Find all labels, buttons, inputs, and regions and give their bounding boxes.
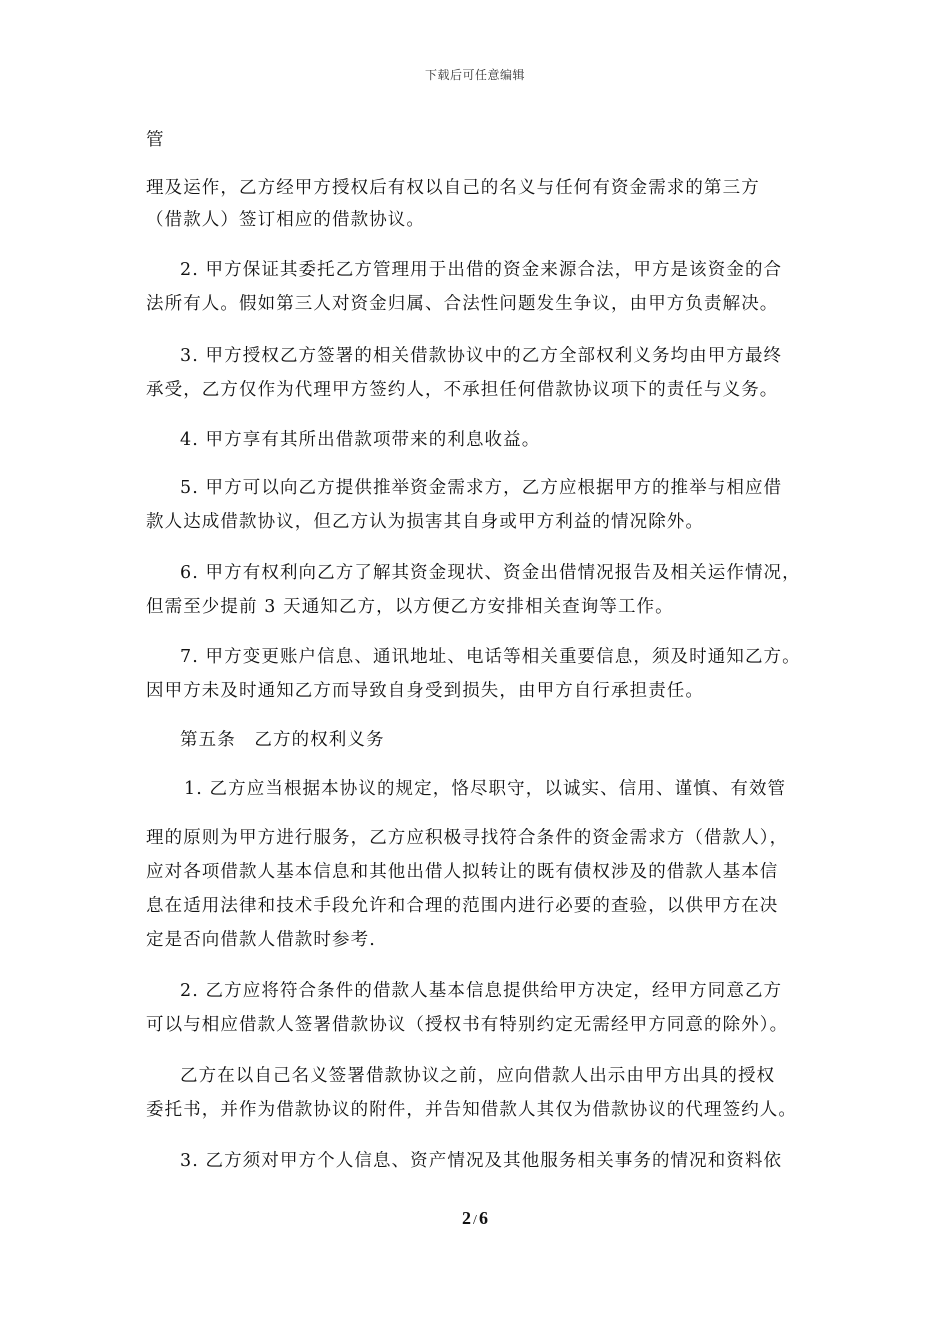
body-line: 3. 乙方须对甲方个人信息、资产情况及其他服务相关事务的情况和资料依 xyxy=(180,1151,783,1171)
total-pages: 6 xyxy=(478,1208,488,1228)
body-line: 6. 甲方有权利向乙方了解其资金现状、资金出借情况报告及相关运作情况， xyxy=(180,563,801,583)
body-line: （借款人）签订相应的借款协议。 xyxy=(146,210,425,230)
page-number xyxy=(0,1208,950,1229)
body-line: 定是否向借款人借款时参考. xyxy=(146,930,376,950)
body-line: 款人达成借款协议，但乙方认为损害其自身或甲方利益的情况除外。 xyxy=(146,512,704,532)
page-header-note: 下载后可任意编辑 xyxy=(424,68,525,82)
body-line: 但需至少提前 3 天通知乙方，以方便乙方安排相关查询等工作。 xyxy=(146,597,674,617)
body-line: 承受，乙方仅作为代理甲方签约人，不承担任何借款协议项下的责任与义务。 xyxy=(146,380,779,400)
body-line: 管 xyxy=(146,130,165,150)
body-line: 4. 甲方享有其所出借款项带来的利息收益。 xyxy=(180,430,541,450)
body-line: 理及运作，乙方经甲方授权后有权以自己的名义与任何有资金需求的第三方 xyxy=(146,178,760,198)
body-line: 应对各项借款人基本信息和其他出借人拟转让的既有债权涉及的借款人基本信 xyxy=(146,862,779,882)
body-line: 理的原则为甲方进行服务，乙方应积极寻找符合条件的资金需求方（借款人）， xyxy=(146,828,789,848)
body-line: 可以与相应借款人签署借款协议（授权书有特别约定无需经甲方同意的除外）。 xyxy=(146,1015,789,1035)
body-line: 2. 乙方应将符合条件的借款人基本信息提供给甲方决定，经甲方同意乙方 xyxy=(180,981,783,1001)
body-line: 3. 甲方授权乙方签署的相关借款协议中的乙方全部权利义务均由甲方最终 xyxy=(180,346,783,366)
page-separator: / xyxy=(473,1213,477,1228)
body-line: 乙方在以自己名义签署借款协议之前，应向借款人出示由甲方出具的授权 xyxy=(180,1066,776,1086)
body-line: 委托书，并作为借款协议的附件，并告知借款人其仅为借款协议的代理签约人。 xyxy=(146,1100,797,1120)
body-line: 法所有人。假如第三人对资金归属、合法性问题发生争议，由甲方负责解决。 xyxy=(146,294,779,314)
body-line: 5. 甲方可以向乙方提供推举资金需求方，乙方应根据甲方的推举与相应借 xyxy=(180,478,783,498)
body-line: 因甲方未及时通知乙方而导致自身受到损失，由甲方自行承担责任。 xyxy=(146,681,704,701)
body-line: 2. 甲方保证其委托乙方管理用于出借的资金来源合法，甲方是该资金的合 xyxy=(180,260,783,280)
current-page: 2 xyxy=(462,1208,472,1228)
body-line: 1. 乙方应当根据本协议的规定，恪尽职守，以诚实、信用、谨慎、有效管 xyxy=(184,779,787,799)
body-line: 息在适用法律和技术手段允许和合理的范围内进行必要的查验，以供甲方在决 xyxy=(146,896,779,916)
section-heading: 第五条 乙方的权利义务 xyxy=(180,730,385,750)
body-line: 7. 甲方变更账户信息、通讯地址、电话等相关重要信息，须及时通知乙方。 xyxy=(180,647,801,667)
